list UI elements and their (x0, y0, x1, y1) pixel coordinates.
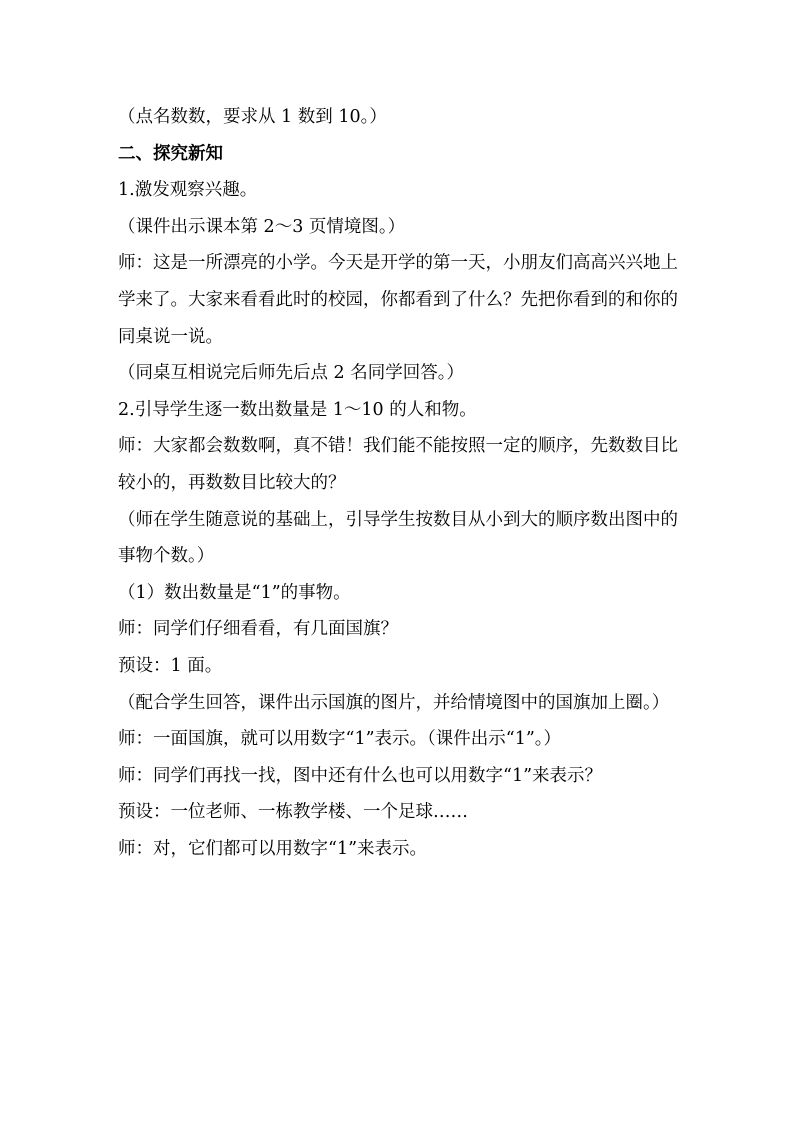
paragraph-courseware-note: （课件出示课本第 2～3 页情境图。） (118, 216, 406, 237)
paragraph-teacher-digit-one: 师：一面国旗，就可以用数字“1”表示。（课件出示“1”。） (118, 729, 562, 750)
paragraph-step-2: 2.引导学生逐一数出数量是 1～10 的人和物。 (118, 399, 477, 420)
paragraph-deskmate-note: （同桌互相说完后师先后点 2 名同学回答。） (118, 363, 465, 384)
paragraph-expected-examples: 预设：一位老师、一栋教学楼、一个足球…… (118, 802, 468, 823)
paragraph-step-1: 1.激发观察兴趣。 (118, 180, 258, 201)
paragraph-teacher-confirm: 师：对，它们都可以用数字“1”来表示。 (118, 838, 428, 859)
paragraph-teacher-intro: 师：这是一所漂亮的小学。今天是开学的第一天，小朋友们高高兴兴地上学来了。大家来看看此时的校园，你都看到了什么？先把你看到的和你的同桌说一说。 (118, 253, 678, 347)
paragraph-roll-call: （点名数数，要求从 1 数到 10。） (118, 107, 387, 127)
section-heading-explore: 二、探究新知 (118, 143, 223, 164)
paragraph-teacher-order: 师：大家都会数数啊，真不错！我们能不能按照一定的顺序，先数数目比较小的，再数数目比较大的？ (118, 436, 678, 493)
paragraph-expected-one-flag: 预设：1 面。 (118, 655, 223, 676)
document-page (118, 99, 678, 867)
paragraph-guide-note: （师在学生随意说的基础上，引导学生按数目从小到大的顺序数出图中的事物个数。） (118, 509, 678, 567)
paragraph-count-one: （1）数出数量是“1”的事物。 (118, 582, 351, 603)
paragraph-teacher-flags: 师：同学们仔细看看，有几面国旗？ (118, 619, 398, 640)
paragraph-teacher-find-more: 师：同学们再找一找，图中还有什么也可以用数字“1”来表示？ (118, 765, 603, 786)
paragraph-flag-image-note: （配合学生回答，课件出示国旗的图片，并给情境图中的国旗加上圈。） (118, 692, 670, 713)
